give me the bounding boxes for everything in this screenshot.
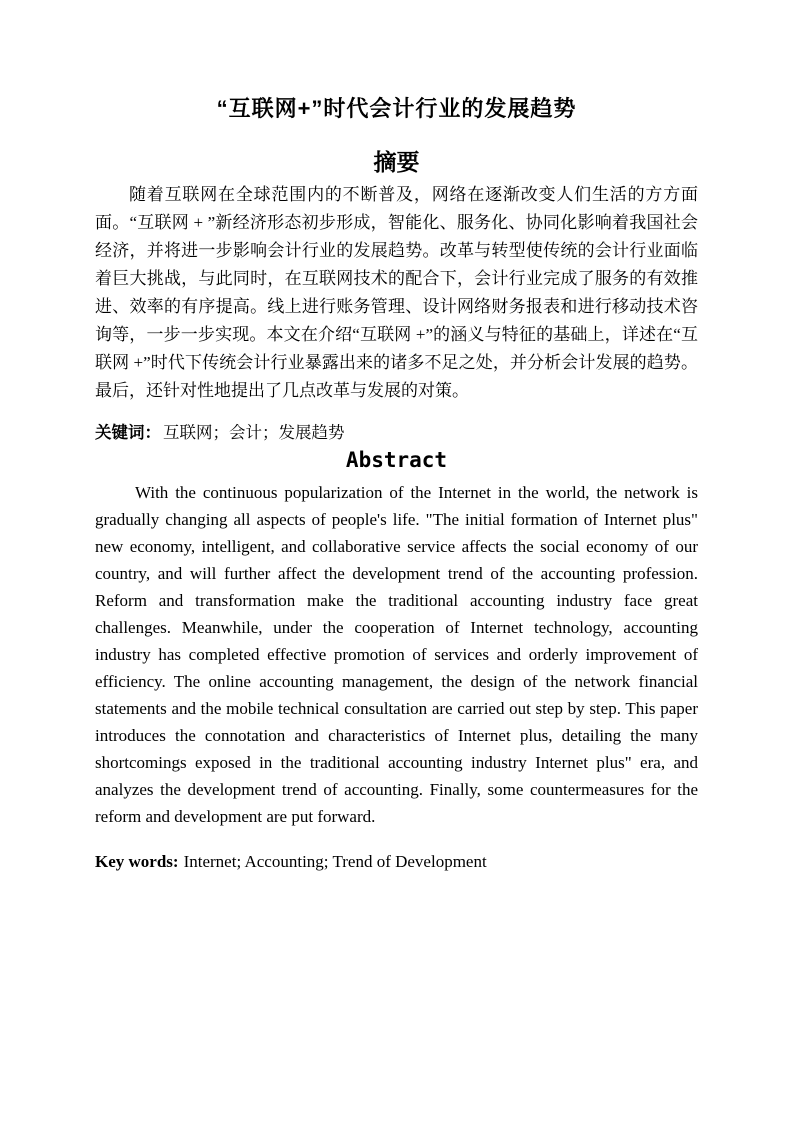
chinese-abstract-paragraph: 随着互联网在全球范围内的不断普及，网络在逐渐改变人们生活的方方面面。“互联网 + ”新经济形态初步形成，智能化、服务化、协同化影响着我国社会经济，并将进一步影响会计行业的发展趋势。改革与转型使传统的会计行业面临着巨大挑战，与此同时，在互联网技术的配合下，会计行业完成了服务的有效推进、效率的有序提高。线上进行账务管理、设计网络财务报表和进行移动技术咨询等，一步一步实现。本文在介绍“互联网 +”的涵义与特征的基础上，详述在“互联网 +”时代下传统会计行业暴露出来的诸多不足之处，并分析会计发展的趋势。最后，还针对性地提出了几点改革与发展的对策。	[95, 185, 698, 400]
english-keywords-label: Key words:	[95, 852, 179, 871]
english-keywords-value: Internet; Accounting; Trend of Development	[183, 852, 487, 871]
document-title: “互联网+”时代会计行业的发展趋势	[216, 96, 577, 121]
chinese-keywords-value: 互联网；会计；发展趋势	[163, 423, 345, 442]
english-keywords-row	[95, 852, 698, 872]
english-abstract-paragraph: With the continuous popularization of the Internet in the world, the network is gradually changing all aspects of people's life. "The initial formation of Internet plus" new economy, intelligent, and collaborative service affects the social economy of our country, and will further affect the development trend of the accounting profession. Reform and transformation make the traditional accounting industry face great challenges. Meanwhile, under the cooperation of Internet technology, accounting industry has completed effective promotion of services and orderly improvement of efficiency. The online accounting management, the design of the network financial statements and the mobile technical consultation are carried out step by step. This paper introduces the connotation and characteristics of Internet plus, detailing the many shortcomings exposed in the traditional accounting industry Internet plus" era, and analyzes the development trend of accounting. Finally, some countermeasures for the reform and development are put forward.	[95, 483, 698, 826]
chinese-keywords-row	[95, 423, 698, 443]
english-abstract-heading: Abstract	[345, 448, 448, 472]
chinese-keywords-label: 关键词：	[95, 424, 161, 442]
chinese-abstract-heading: 摘要	[373, 149, 420, 175]
page-content	[0, 95, 793, 872]
